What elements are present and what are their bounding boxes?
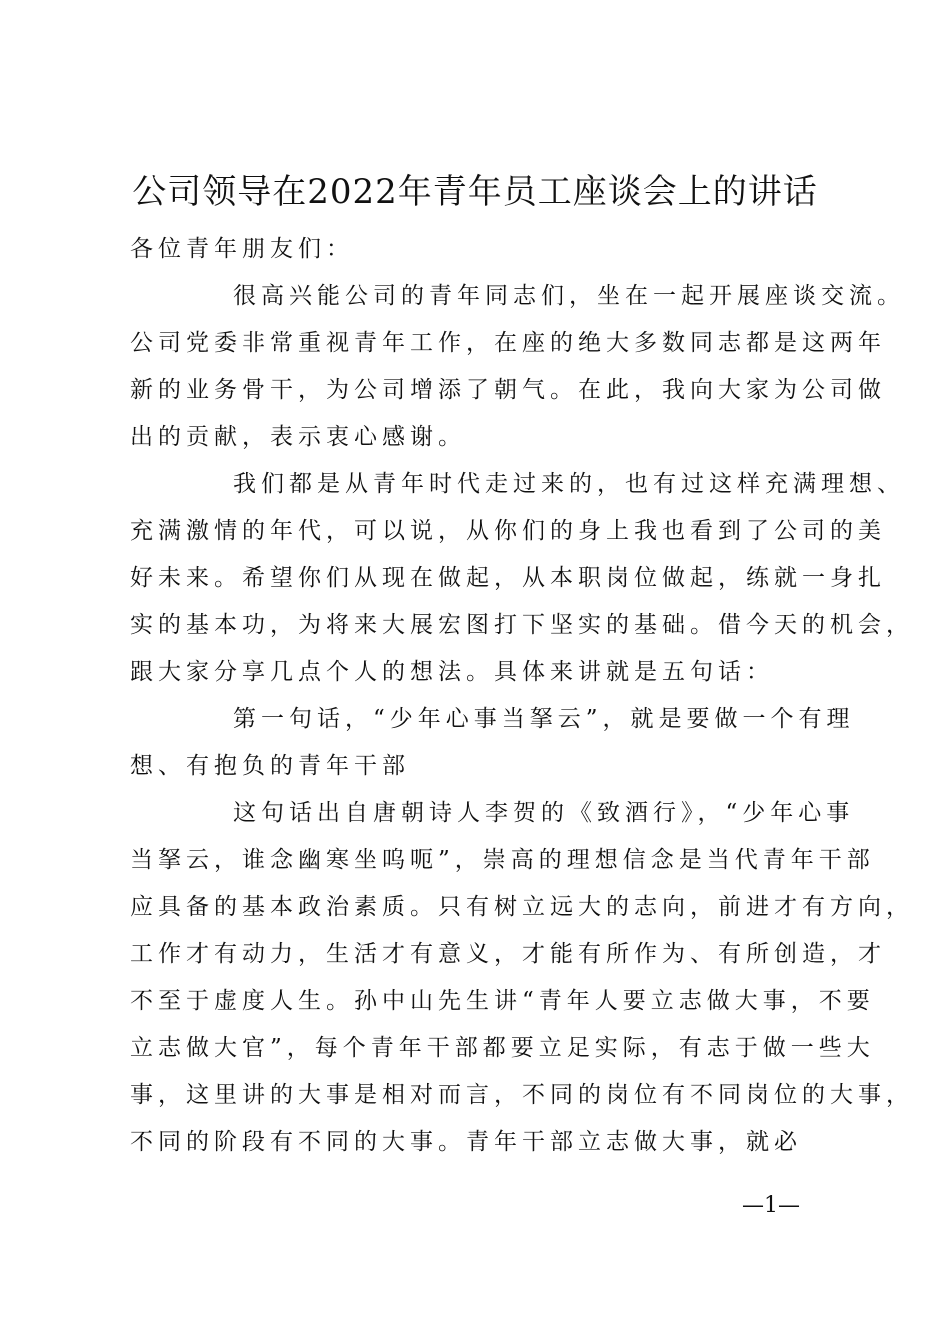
- document-body: [130, 226, 914, 1166]
- paragraph-line: 充满激情的年代，可以说，从你们的身上我也看到了公司的美: [130, 518, 886, 544]
- paragraph-line: 我们都是从青年时代走过来的，也有过这样充满理想、: [233, 471, 905, 497]
- paragraph-line: 跟大家分享几点个人的想法。具体来讲就是五句话：: [130, 659, 774, 685]
- paragraph-line: 好未来。希望你们从现在做起，从本职岗位做起，练就一身扎: [130, 565, 886, 591]
- paragraph-line: 当拏云，谁念幽寒坐呜呃”，崇高的理想信念是当代青年干部: [130, 847, 875, 873]
- page-number: —1—: [742, 1193, 800, 1218]
- paragraph-line: 事，这里讲的大事是相对而言，不同的岗位有不同岗位的大事，: [130, 1082, 914, 1108]
- paragraph-line: 新的业务骨干，为公司增添了朝气。在此，我向大家为公司做: [130, 377, 886, 403]
- paragraph-line: 工作才有动力，生活才有意义，才能有所作为、有所创造，才: [130, 941, 886, 967]
- paragraph-line: 这句话出自唐朝诗人李贺的《致酒行》，“少年心事: [233, 800, 855, 826]
- paragraph-line: 出的贡献，表示衷心感谢。: [130, 424, 466, 450]
- section-heading-line: 第一句话，“少年心事当拏云”，就是要做一个有理: [233, 706, 855, 732]
- paragraph-line: 很高兴能公司的青年同志们，坐在一起开展座谈交流。: [233, 283, 905, 309]
- paragraph-line: 公司党委非常重视青年工作，在座的绝大多数同志都是这两年: [130, 330, 886, 356]
- paragraph-line: 实的基本功，为将来大展宏图打下坚实的基础。借今天的机会，: [130, 612, 914, 638]
- paragraph-line: 立志做大官”，每个青年干部都要立足实际，有志于做一些大: [130, 1035, 875, 1061]
- paragraph-line: 不同的阶段有不同的大事。青年干部立志做大事，就必: [130, 1129, 802, 1155]
- salutation-line: 各位青年朋友们：: [130, 236, 354, 262]
- paragraph-line: 应具备的基本政治素质。只有树立远大的志向，前进才有方向，: [130, 894, 914, 920]
- paragraph-line: 不至于虚度人生。孙中山先生讲“青年人要立志做大事，不要: [130, 988, 875, 1014]
- section-heading-line: 想、有抱负的青年干部: [130, 753, 410, 779]
- page-title: 公司领导在2022年青年员工座谈会上的讲话: [132, 172, 818, 212]
